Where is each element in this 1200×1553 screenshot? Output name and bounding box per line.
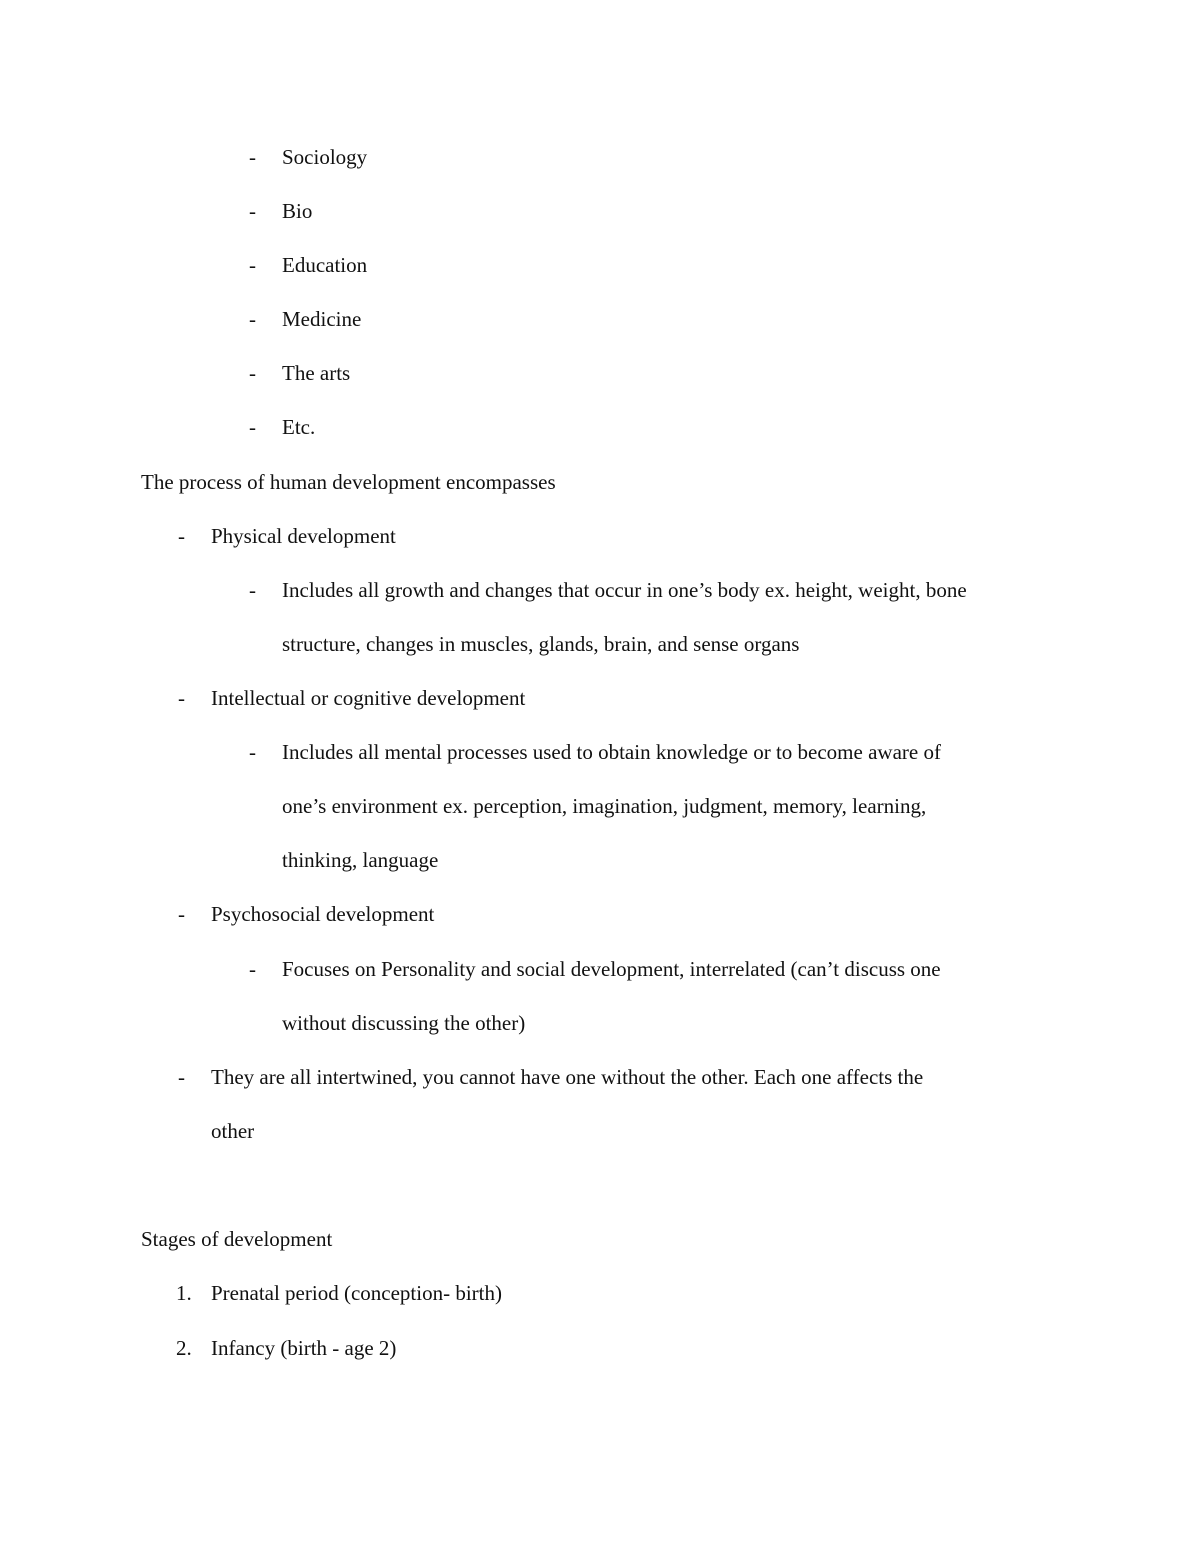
list-bullet: -	[249, 361, 256, 385]
list-bullet: -	[249, 145, 256, 169]
list-bullet: -	[178, 1065, 185, 1089]
psychosocial-detail-line: without discussing the other)	[282, 1011, 526, 1035]
intertwined-line: They are all intertwined, you cannot have one without the other. Each one affects the	[211, 1065, 924, 1089]
stage-item: Prenatal period (conception- birth)	[211, 1281, 502, 1305]
list-item: Etc.	[282, 415, 316, 439]
physical-development-label: Physical development	[211, 524, 396, 548]
cognitive-detail-line: one’s environment ex. perception, imagination, judgment, memory, learning,	[282, 794, 927, 818]
list-item: Education	[282, 253, 368, 277]
stage-number: 2.	[176, 1336, 192, 1360]
list-bullet: -	[249, 307, 256, 331]
list-bullet: -	[249, 740, 256, 764]
physical-detail-line: structure, changes in muscles, glands, brain, and sense organs	[282, 632, 800, 656]
list-bullet: -	[249, 415, 256, 439]
list-item: Medicine	[282, 307, 362, 331]
intertwined-line: other	[211, 1119, 255, 1143]
cognitive-development-label: Intellectual or cognitive development	[211, 686, 526, 710]
list-bullet: -	[249, 957, 256, 981]
section-heading: Stages of development	[141, 1227, 333, 1251]
psychosocial-development-label: Psychosocial development	[211, 902, 435, 926]
list-bullet: -	[178, 524, 185, 548]
list-bullet: -	[178, 902, 185, 926]
list-item: Sociology	[282, 145, 368, 169]
stage-item: Infancy (birth - age 2)	[211, 1336, 397, 1360]
list-bullet: -	[178, 686, 185, 710]
cognitive-detail-line: Includes all mental processes used to obtain knowledge or to become aware of	[282, 740, 941, 764]
list-item: The arts	[282, 361, 351, 385]
section-heading: The process of human development encompasses	[141, 470, 556, 494]
list-bullet: -	[249, 578, 256, 602]
list-bullet: -	[249, 253, 256, 277]
stage-number: 1.	[176, 1281, 192, 1305]
physical-detail-line: Includes all growth and changes that occur in one’s body ex. height, weight, bone	[282, 578, 967, 602]
list-bullet: -	[249, 199, 256, 223]
list-item: Bio	[282, 199, 313, 223]
cognitive-detail-line: thinking, language	[282, 848, 439, 872]
psychosocial-detail-line: Focuses on Personality and social development, interrelated (can’t discuss one	[282, 957, 941, 981]
